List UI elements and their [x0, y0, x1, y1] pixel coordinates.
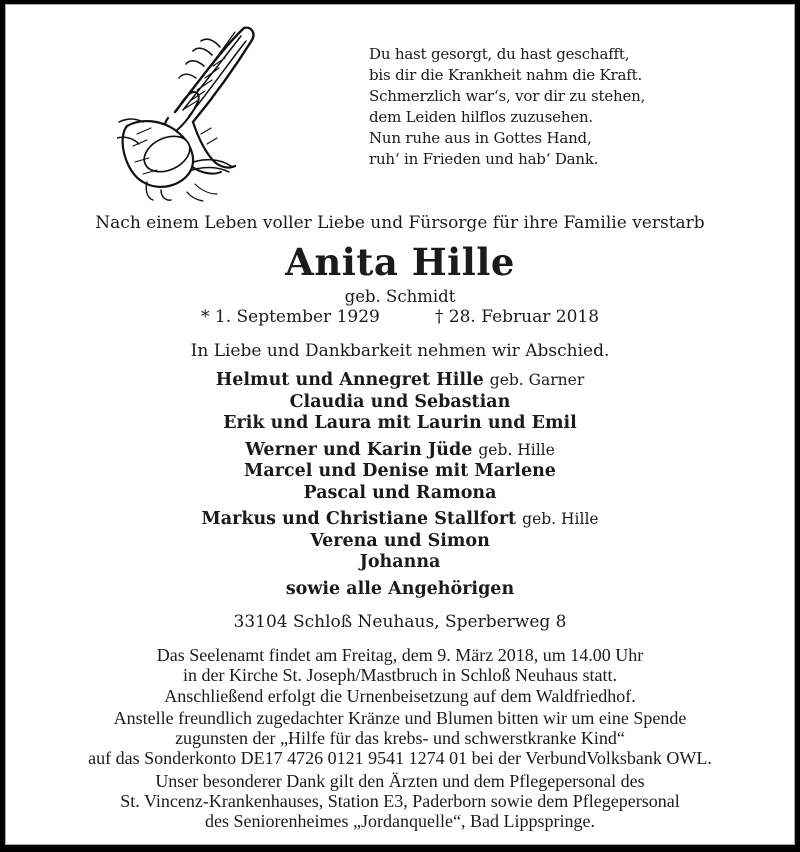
donation-paragraph: [5, 708, 795, 769]
mourner-line: [5, 483, 795, 505]
poem-line: Nun ruhe aus in Gottes Hand,: [369, 129, 592, 147]
service-info-paragraph: [5, 645, 795, 706]
paragraph-line: in der Kirche St. Joseph/Mastbruch in Schloß Neuhaus statt.: [183, 665, 617, 686]
notice-header: [5, 4, 795, 202]
mourner-names: Johanna: [359, 552, 441, 572]
poem-line: Schmerzlich war‘s, vor dir zu stehen,: [369, 87, 646, 105]
mourner-names: Erik und Laura mit Laurin und Emil: [223, 413, 577, 433]
mourner-names: Markus und Christiane Stallfort: [201, 509, 517, 529]
poem-line: ruh‘ in Frieden und hab‘ Dank.: [369, 150, 599, 168]
mourner-suffix: geb. Hille: [478, 440, 555, 459]
farewell-line: In Liebe und Dankbarkeit nehmen wir Abschied.: [190, 341, 610, 361]
life-dates: [5, 307, 795, 328]
paragraph-line: auf das Sonderkonto DE17 4726 0121 9541 1274 01 bei der VerbundVolksbank OWL.: [88, 748, 712, 769]
mourner-line: [5, 531, 795, 553]
mourner-line: [5, 579, 795, 601]
paragraph-line: des Seniorenheimes „Jordanquelle“, Bad Lippspringe.: [205, 811, 595, 832]
memorial-poem: [369, 44, 645, 170]
paragraph-line: St. Vincenz-Krankenhauses, Station E3, Paderborn sowie dem Pflegepersonal: [120, 791, 680, 812]
death-date: † 28. Februar 2018: [434, 307, 600, 327]
mourner-line: [5, 509, 795, 531]
thanks-paragraph: [5, 771, 795, 832]
mourner-names: Claudia und Sebastian: [289, 391, 511, 412]
deceased-name: Anita Hille: [285, 240, 515, 284]
birth-date: * 1. September 1929: [200, 307, 380, 327]
paragraph-line: Anschließend erfolgt die Urnenbeisetzung auf dem Waldfriedhof.: [164, 685, 636, 706]
paragraph-line: Das Seelenamt findet am Freitag, dem 9. März 2018, um 14.00 Uhr: [156, 645, 644, 665]
mourner-names: Marcel und Denise mit Marlene: [244, 461, 556, 481]
mourner-names: Pascal und Ramona: [303, 482, 497, 503]
maiden-name: geb. Schmidt: [344, 287, 456, 306]
mourner-names: sowie alle Angehörigen: [285, 578, 515, 599]
mourner-line: [5, 461, 795, 483]
mourner-suffix: geb. Hille: [522, 510, 599, 528]
poem-line: Du hast gesorgt, du hast geschafft,: [369, 45, 630, 63]
paragraph-line: Anstelle freundlich zugedachter Kränze und Blumen bitten wir um eine Spende: [113, 707, 687, 728]
address-line: 33104 Schloß Neuhaus, Sperberweg 8: [233, 612, 567, 632]
paragraph-line: Unser besonderer Dank gilt den Ärzten und dem Pflegepersonal des: [155, 770, 645, 791]
praying-hands-icon: [117, 14, 325, 202]
intro-line: Nach einem Leben voller Liebe und Fürsorge für ihre Familie verstarb: [95, 213, 705, 233]
mourner-line: [5, 392, 795, 414]
mourner-line: [5, 552, 795, 574]
mourners-list: [5, 370, 795, 600]
poem-line: dem Leiden hilflos zuzusehen.: [369, 108, 593, 126]
poem-line: bis dir die Krankheit nahm die Kraft.: [369, 66, 643, 84]
mourner-names: Werner und Karin Jüde: [245, 439, 473, 460]
mourner-suffix: geb. Garner: [489, 371, 585, 389]
mourner-names: Helmut und Annegret Hille: [215, 370, 484, 390]
mourner-line: [5, 370, 795, 392]
paragraph-line: zugunsten der „Hilfe für das krebs- und schwerstkranke Kind“: [175, 728, 625, 749]
mourner-line: [5, 440, 795, 462]
mourner-names: Verena und Simon: [310, 530, 490, 551]
mourner-line: [5, 413, 795, 435]
